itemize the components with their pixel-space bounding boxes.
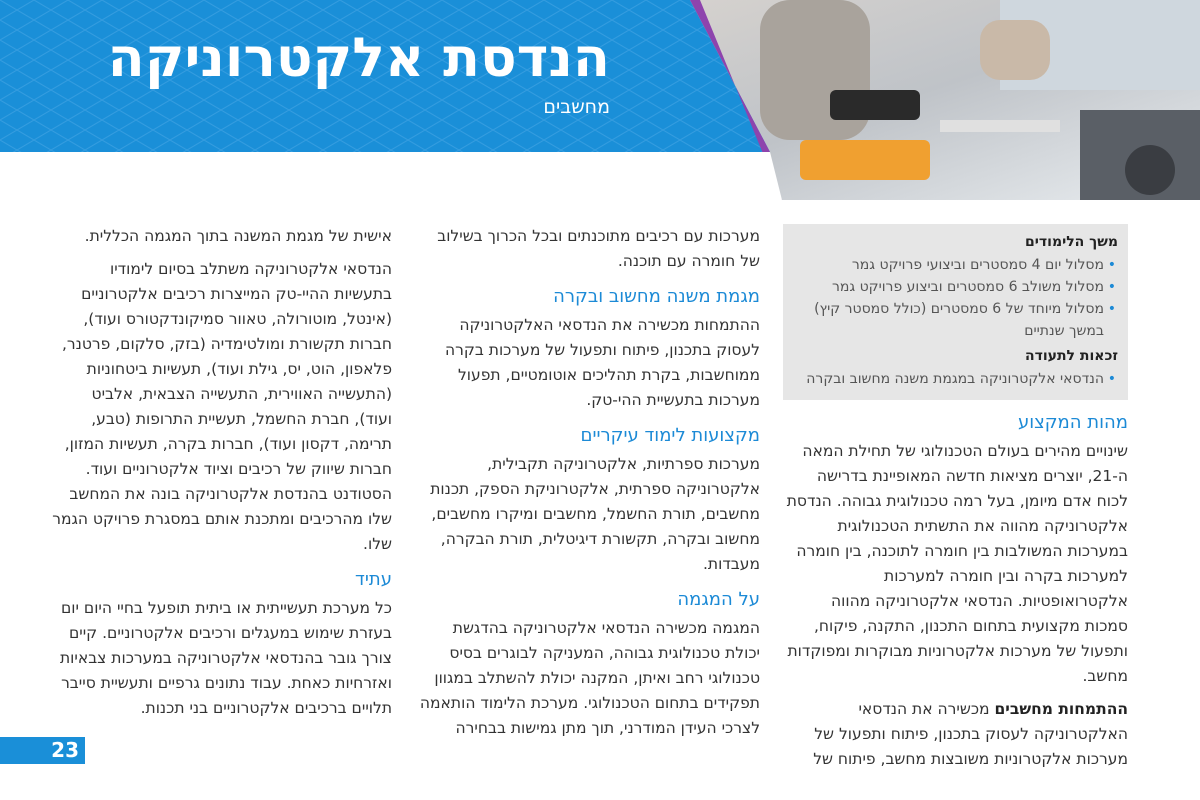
section-heading-about: על המגמה (677, 589, 760, 610)
paragraph-text: מכשירה את הנדסאי האלקטרוניקה לעסוק בתכנון, פיתוח ותפעול של מערכות אלקטרוניות משובצות מחשב, פיתוח של (813, 700, 1128, 768)
paragraph: שינויים מהירים בעולם הטכנולוגי של תחילת המאה ה-21, יוצרים מציאות חדשה המאופיינת בדרישה לכוח אדם מיומן, בעל רמה טכנולוגית גבוהה. הנדסת אלקטרוניקה מהווה את התשתית הטכנולוגית במערכות המשולבות בין חומרה לתוכנה, בין חומרה למערכות בקרה ובין חומרה למערכות אלקטרואופטיות. הנדסאי אלקטרוניקה מהווה סמכות מקצועית בתחום התכנון, התקנה, פיקוח, ותפעול של מערכות אלקטרוניות מבוקרות ומפוקדות מחשב. (786, 442, 1128, 685)
page-title: הנדסת אלקטרוניקה (107, 26, 610, 89)
bold-text: ההתמחות מחשבים (994, 700, 1128, 718)
paragraph: מערכות ספרתיות, אלקטרוניקה תקבילית, אלקטרוניקה ספרתית, אלקטרוניקת הספק, תכנות מחשבים, תורת החשמל, מחשבים ומיקרו מחשבים, מחשוב ובקרה, תקשורת דיגיטלית, תורת הבקרה, מעבדות. (430, 455, 760, 573)
section-heading-subjects: מקצועות לימוד עיקריים (580, 425, 760, 446)
column-right (783, 224, 1128, 780)
paragraph: אישית של מגמת המשנה בתוך המגמה הכללית. (84, 227, 392, 245)
column-left (52, 224, 392, 729)
certificate-heading: זכאות לתעודה (1025, 348, 1118, 364)
paragraph (783, 697, 1128, 772)
paragraph: ההתמחות מכשירה את הנדסאי האלקטרוניקה לעסוק בתכנון, פיתוח ותפעול של מערכות בקרה ממוחשבות, בקרת תהליכים אוטומטיים, תפעול מערכות בתעשיית ההי-טק. (445, 316, 760, 409)
paragraph: המגמה מכשירה הנדסאי אלקטרוניקה בהדגשת יכולת טכנולוגית גבוהה, המעניקה לבוגרים בסיס טכנולוגי רחב ואיתן, המקנה יכולת להשתלב במגוון תפקידים בתחום הטכנולוגי. מערכת הלימוד הותאמה לצרכי העידן המודרני, תוך מתן גמישות בבחירה (419, 619, 760, 737)
list-item: • הנדסאי אלקטרוניקה במגמת משנה מחשוב ובקרה (791, 368, 1104, 390)
study-info-box (783, 224, 1128, 400)
page-subtitle: מחשבים (543, 96, 610, 118)
header-banner (0, 0, 1200, 200)
section-heading-future: עתיד (355, 569, 392, 590)
list-item: • מסלול מיוחד של 6 סמסטרים (כולל סמסטר קיץ) במשך שנתיים (791, 298, 1104, 342)
paragraph: הנדסאי אלקטרוניקה משתלב בסיום לימודיו בתעשיות ההיי-טק המייצרות רכיבים אלקטרוניים (אינטל, מוטורולה, טאוור סמיקונדקטורס ועוד), חברות תקשורת ומולטימדיה (בזק, סלקום, פרטנר, פלאפון, הוט, יס, גילת ועוד), תעשיות ביטחוניות (התעשייה האווירית, התעשייה הצבאית, אלביט ועוד), חברת החשמל, תעשיית התרופות (טבע, תרימה, דקסון ועוד), חברות בקרה, תעשיות המזון, חברות שיווק של רכיבים וציוד אלקטרוניים ועוד. הסטודנט בהנדסת אלקטרוניקה בונה את המחשב שלו מהרכיבים ומתכנת אותם במסגרת פרויקט הגמר שלו. (52, 260, 392, 553)
section-heading-minor: מגמת משנה מחשוב ובקרה (553, 286, 760, 307)
section-heading-nature: מהות המקצוע (1017, 412, 1128, 433)
paragraph: מערכות עם רכיבים מתוכנתים ובכל הכרוך בשילוב של חומרה עם תוכנה. (437, 227, 760, 270)
duration-list (791, 254, 1118, 342)
list-item: • מסלול יום 4 סמסטרים וביצועי פרויקט גמר (791, 254, 1104, 276)
title-block (50, 22, 610, 120)
column-middle (418, 224, 760, 749)
paragraph: כל מערכת תעשייתית או ביתית תופעל בחיי היום יום בעזרת שימוש במעגלים ורכיבים אלקטרוניים. קיים צורך גובר בהנדסאי אלקטרוניקה במערכות צבאיות ואזרחיות כאחת. עבוד נתונים גרפיים ותעשיית סייבר תלויים ברכיבים אלקטרוניים בני תכנות. (59, 599, 392, 717)
page-number: 23 (0, 737, 85, 764)
duration-heading: משך הלימודים (1025, 234, 1118, 250)
list-item: • מסלול משולב 6 סמסטרים וביצוע פרויקט גמר (791, 276, 1104, 298)
certificate-list (791, 368, 1118, 390)
